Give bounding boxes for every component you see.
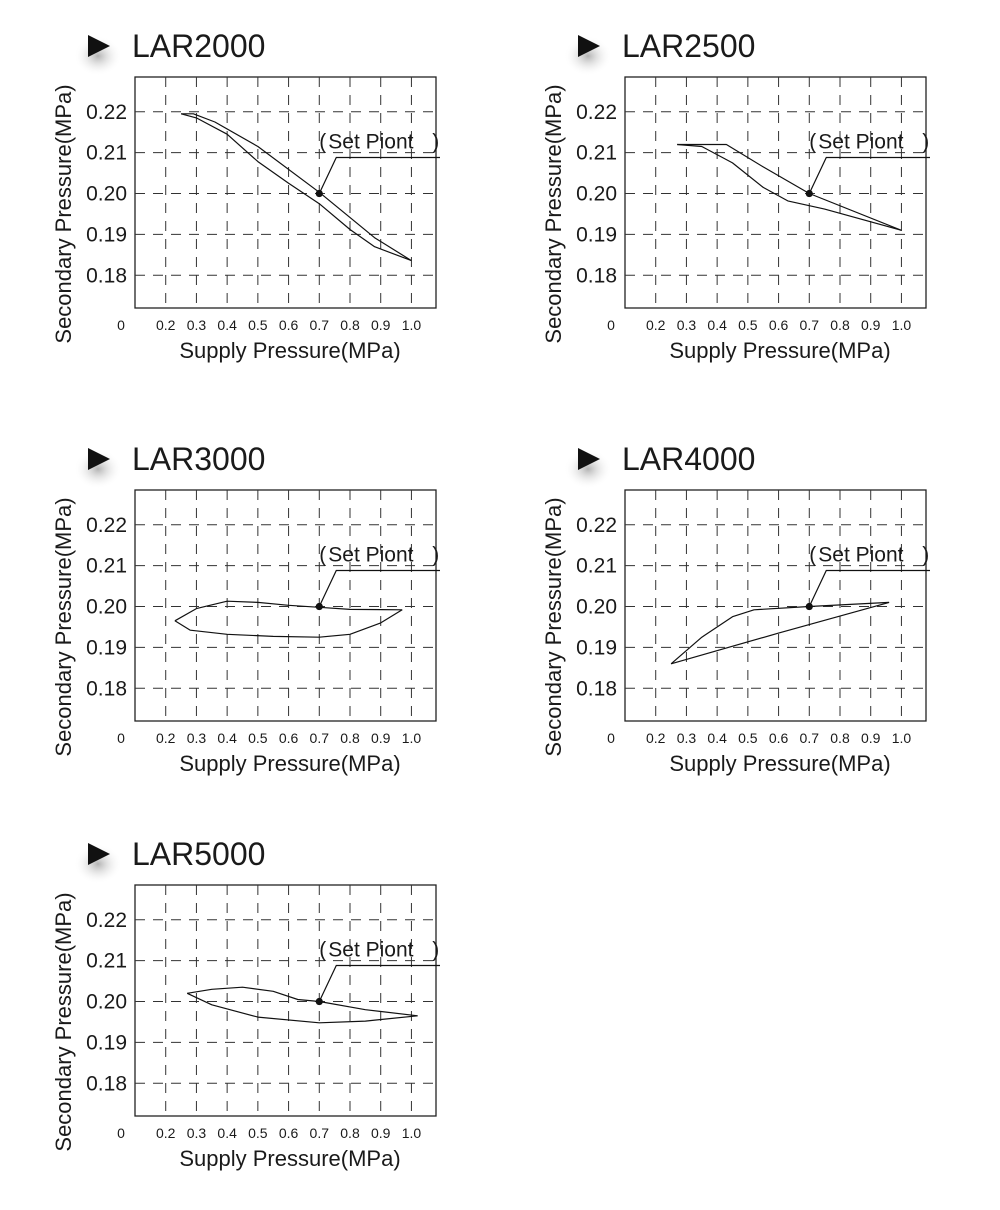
- set-point-paren-left: (: [319, 130, 327, 154]
- y-tick-label: 0.18: [576, 677, 617, 701]
- x-tick-label: 0.4: [707, 730, 727, 746]
- y-tick-label: 0.20: [86, 990, 127, 1014]
- chart-svg: [46, 22, 486, 402]
- y-tick-label: 0.21: [86, 554, 127, 578]
- x-tick-label: 0.9: [860, 317, 881, 333]
- set-point-marker: [316, 190, 323, 197]
- y-tick-label: 0.20: [86, 182, 127, 206]
- chart-panel: [46, 830, 486, 1210]
- set-point-label: Set Piont: [328, 130, 414, 154]
- x-tick-label: 1.0: [401, 730, 422, 746]
- set-point-leader: [809, 571, 930, 607]
- chart-panel: [46, 435, 486, 815]
- x-axis-label: Supply Pressure(MPa): [179, 751, 401, 776]
- set-point-paren-left: (: [809, 543, 817, 567]
- set-point-paren-right: ): [922, 543, 930, 567]
- x-tick-label: 0.2: [155, 1125, 176, 1141]
- x-tick-label: 0.5: [248, 1125, 268, 1141]
- x-tick-label: 0.4: [217, 1125, 237, 1141]
- chart-title: LAR5000: [132, 836, 266, 872]
- x-tick-label: 0.4: [217, 730, 237, 746]
- y-tick-label: 0.18: [86, 1072, 127, 1096]
- x-tick-label: 0.9: [860, 730, 881, 746]
- x-tick-label: 0.2: [645, 730, 666, 746]
- x-tick-label: 0.3: [186, 1125, 207, 1141]
- chart-panel: [46, 22, 486, 402]
- x-tick-label: 0.7: [799, 730, 820, 746]
- y-tick-label: 0.19: [86, 636, 127, 660]
- y-tick-label: 0.21: [576, 141, 617, 165]
- y-tick-label: 0.22: [86, 908, 127, 932]
- y-tick-label: 0.18: [86, 677, 127, 701]
- chart-svg: [536, 435, 976, 815]
- x-axis-label: Supply Pressure(MPa): [669, 751, 891, 776]
- x-tick-label: 0.5: [248, 317, 268, 333]
- x-tick-label: 0.7: [309, 1125, 330, 1141]
- x-tick-label: 1.0: [401, 317, 422, 333]
- y-tick-label: 0.21: [86, 141, 127, 165]
- y-tick-label: 0.21: [576, 554, 617, 578]
- x-tick-label: 0.3: [676, 317, 697, 333]
- x-tick-label: 0.5: [738, 317, 758, 333]
- set-point-paren-left: (: [809, 130, 817, 154]
- set-point-paren-left: (: [319, 938, 327, 962]
- chart-title: LAR4000: [622, 441, 756, 477]
- set-point-marker: [316, 603, 323, 610]
- y-axis-label: Secondary Pressure(MPa): [51, 497, 76, 757]
- y-tick-label: 0.22: [576, 513, 617, 537]
- y-tick-label: 0.18: [576, 264, 617, 288]
- y-tick-label: 0.20: [576, 595, 617, 619]
- y-tick-label: 0.20: [86, 595, 127, 619]
- chart-title: LAR2000: [132, 28, 266, 64]
- x-tick-label: 0.4: [707, 317, 727, 333]
- y-tick-label: 0.21: [86, 949, 127, 973]
- x-tick-label: 0.9: [370, 1125, 391, 1141]
- set-point-paren-right: ): [432, 130, 440, 154]
- chart-panel: [536, 435, 976, 815]
- x-tick-label: 0.7: [309, 317, 330, 333]
- series-line: [187, 993, 417, 1023]
- x-tick-label: 0: [607, 730, 615, 746]
- y-tick-label: 0.19: [86, 223, 127, 247]
- x-tick-label: 0.8: [340, 317, 360, 333]
- x-tick-label: 0.6: [278, 317, 299, 333]
- x-tick-label: 0.3: [676, 730, 697, 746]
- set-point-paren-left: (: [319, 543, 327, 567]
- set-point-leader: [319, 158, 440, 194]
- set-point-marker: [316, 998, 323, 1005]
- chart-panel: [536, 22, 976, 402]
- x-tick-label: 0.6: [768, 317, 789, 333]
- x-tick-label: 0.5: [248, 730, 268, 746]
- x-tick-label: 0.9: [370, 730, 391, 746]
- set-point-paren-right: ): [432, 543, 440, 567]
- x-tick-label: 0.8: [830, 730, 850, 746]
- y-axis-label: Secondary Pressure(MPa): [541, 84, 566, 344]
- x-tick-label: 0.8: [340, 1125, 360, 1141]
- y-tick-label: 0.19: [86, 1031, 127, 1055]
- chart-svg: [46, 435, 486, 815]
- x-tick-label: 1.0: [401, 1125, 422, 1141]
- x-tick-label: 0.8: [830, 317, 850, 333]
- x-tick-label: 0.2: [645, 317, 666, 333]
- x-tick-label: 0.7: [799, 317, 820, 333]
- y-tick-label: 0.19: [576, 223, 617, 247]
- set-point-marker: [806, 603, 813, 610]
- y-axis-label: Secondary Pressure(MPa): [51, 84, 76, 344]
- x-axis-label: Supply Pressure(MPa): [669, 338, 891, 363]
- y-tick-label: 0.20: [576, 182, 617, 206]
- set-point-paren-right: ): [922, 130, 930, 154]
- chart-title: LAR2500: [622, 28, 756, 64]
- y-tick-label: 0.18: [86, 264, 127, 288]
- x-tick-label: 0.4: [217, 317, 237, 333]
- x-tick-label: 0: [117, 730, 125, 746]
- set-point-label: Set Piont: [818, 130, 904, 154]
- set-point-leader: [319, 571, 440, 607]
- y-axis-label: Secondary Pressure(MPa): [541, 497, 566, 757]
- set-point-marker: [806, 190, 813, 197]
- y-tick-label: 0.22: [86, 100, 127, 124]
- x-axis-label: Supply Pressure(MPa): [179, 338, 401, 363]
- x-tick-label: 0: [117, 317, 125, 333]
- x-tick-label: 0.7: [309, 730, 330, 746]
- x-tick-label: 0.9: [370, 317, 391, 333]
- y-tick-label: 0.22: [86, 513, 127, 537]
- x-tick-label: 0.3: [186, 317, 207, 333]
- x-axis-label: Supply Pressure(MPa): [179, 1146, 401, 1171]
- x-tick-label: 0.5: [738, 730, 758, 746]
- x-tick-label: 0.6: [278, 730, 299, 746]
- x-tick-label: 0.3: [186, 730, 207, 746]
- x-tick-label: 0.2: [155, 317, 176, 333]
- chart-svg: [46, 830, 486, 1210]
- x-tick-label: 0: [117, 1125, 125, 1141]
- set-point-paren-right: ): [432, 938, 440, 962]
- chart-svg: [536, 22, 976, 402]
- x-tick-label: 0.8: [340, 730, 360, 746]
- y-axis-label: Secondary Pressure(MPa): [51, 892, 76, 1152]
- set-point-label: Set Piont: [818, 543, 904, 567]
- x-tick-label: 1.0: [891, 730, 912, 746]
- x-tick-label: 1.0: [891, 317, 912, 333]
- x-tick-label: 0.6: [278, 1125, 299, 1141]
- set-point-label: Set Piont: [328, 938, 414, 962]
- set-point-label: Set Piont: [328, 543, 414, 567]
- y-tick-label: 0.22: [576, 100, 617, 124]
- y-tick-label: 0.19: [576, 636, 617, 660]
- set-point-leader: [809, 158, 930, 194]
- chart-title: LAR3000: [132, 441, 266, 477]
- x-tick-label: 0.2: [155, 730, 176, 746]
- set-point-leader: [319, 966, 440, 1002]
- x-tick-label: 0.6: [768, 730, 789, 746]
- x-tick-label: 0: [607, 317, 615, 333]
- series-line: [671, 602, 889, 663]
